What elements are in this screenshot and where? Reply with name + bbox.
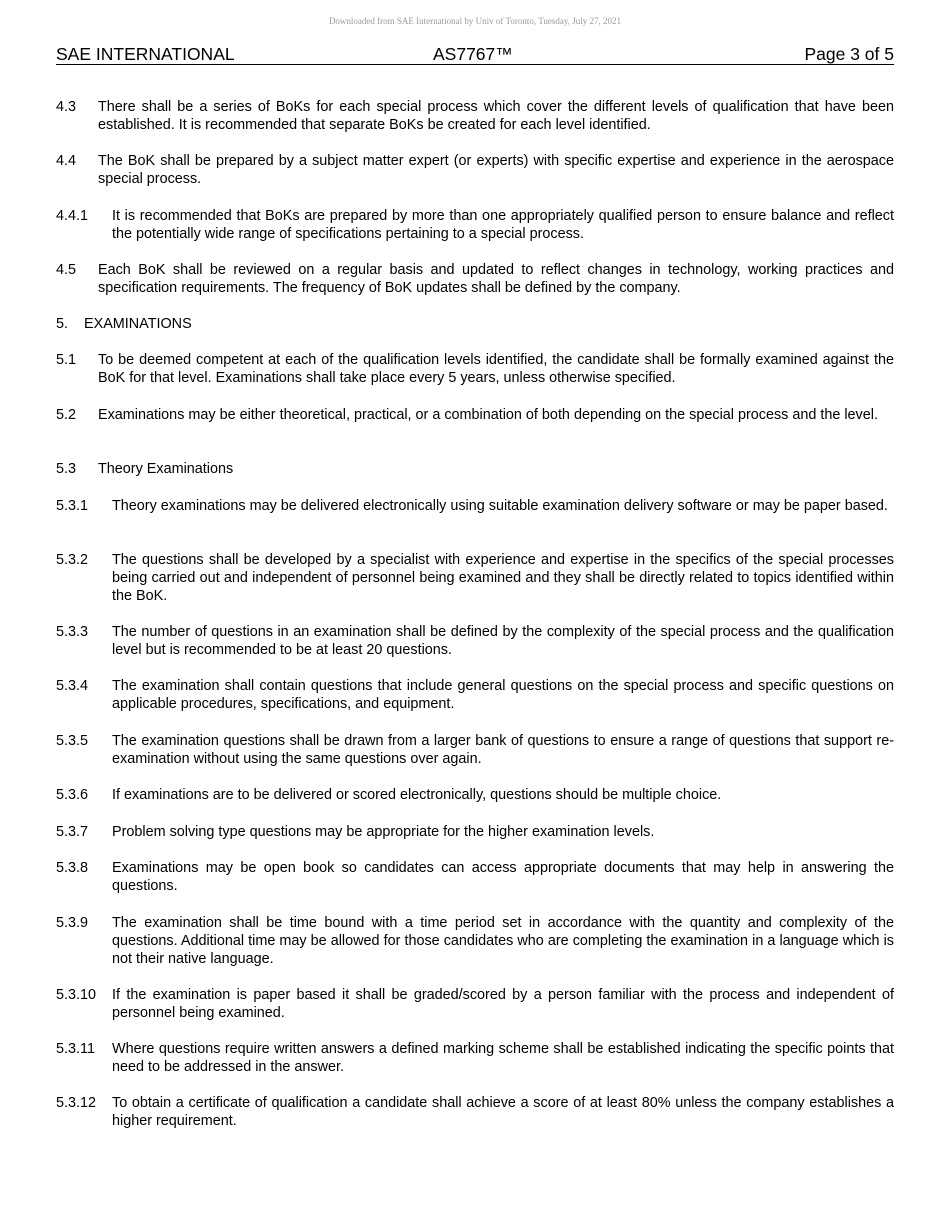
page-header bbox=[56, 44, 894, 65]
paragraph-4-4-1 bbox=[56, 207, 894, 243]
subsection-heading-5-3 bbox=[56, 460, 894, 478]
paragraph-number: 5.3.12 bbox=[56, 1095, 97, 1111]
paragraph-number: 5.3.4 bbox=[56, 678, 89, 694]
section-number: 5. bbox=[56, 316, 69, 332]
paragraph-4-4 bbox=[56, 152, 894, 188]
paragraph-text: If examinations are to be delivered or scored electronically, questions should be multiple choice. bbox=[112, 787, 722, 803]
paragraph-text: The number of questions in an examination shall be defined by the complexity of the special process and the qualification level but is recommended to be at least 20 questions. bbox=[112, 624, 894, 658]
paragraph-5-3-3 bbox=[56, 623, 894, 659]
paragraph-number: 5.3.11 bbox=[56, 1041, 95, 1057]
paragraph-number: 5.1 bbox=[56, 352, 77, 368]
paragraph-text: It is recommended that BoKs are prepared by more than one appropriately qualified person to ensure balance and reflect the potentially wide range of specifications pertaining to a special process. bbox=[112, 208, 894, 242]
paragraph-number: 4.3 bbox=[56, 99, 77, 115]
paragraph-5-1 bbox=[56, 351, 894, 387]
paragraph-5-3-5 bbox=[56, 732, 894, 768]
paragraph-text: There shall be a series of BoKs for each special process which cover the different levels of qualification that have been established. It is recommended that separate BoKs be created for each level identified. bbox=[98, 99, 894, 133]
paragraph-number: 4.5 bbox=[56, 262, 77, 278]
paragraph-number: 4.4 bbox=[56, 153, 77, 169]
paragraph-5-3-10 bbox=[56, 986, 894, 1022]
paragraph-5-3-7 bbox=[56, 823, 894, 841]
paragraph-text: The examination shall contain questions that include general questions on the special process and specific questions on applicable procedures, specifications, and equipment. bbox=[112, 678, 894, 712]
paragraph-5-2 bbox=[56, 406, 894, 424]
paragraph-5-3-9 bbox=[56, 914, 894, 968]
paragraph-number: 5.3.3 bbox=[56, 624, 89, 640]
paragraph-number: 5.3 bbox=[56, 461, 77, 477]
paragraph-number: 4.4.1 bbox=[56, 208, 89, 224]
paragraph-number: 5.3.2 bbox=[56, 552, 89, 568]
paragraph-text: Each BoK shall be reviewed on a regular basis and updated to reflect changes in technology, working practices and specification requirements. The frequency of BoK updates shall be defined by the company. bbox=[98, 262, 894, 296]
header-page-number: Page 3 of 5 bbox=[804, 44, 894, 64]
paragraph-5-3-6 bbox=[56, 786, 894, 804]
paragraph-text: To be deemed competent at each of the qualification levels identified, the candidate shall be formally examined against the BoK for that level. Examinations shall take place every 5 years, unless otherwise specified. bbox=[98, 352, 894, 386]
paragraph-text: Theory examinations may be delivered electronically using suitable examination delivery software or may be paper based. bbox=[112, 498, 888, 514]
paragraph-number: 5.3.7 bbox=[56, 824, 89, 840]
paragraph-4-3 bbox=[56, 98, 894, 134]
paragraph-text: The examination questions shall be drawn from a larger bank of questions to ensure a range of questions that support re-examination without using the same questions over again. bbox=[112, 733, 894, 767]
download-notice: Downloaded from SAE International by Univ of Toronto, Tuesday, July 27, 2021 bbox=[328, 16, 622, 26]
paragraph-number: 5.3.9 bbox=[56, 915, 89, 931]
section-title: EXAMINATIONS bbox=[84, 316, 192, 332]
paragraph-5-3-2 bbox=[56, 551, 894, 605]
paragraph-number: 5.3.5 bbox=[56, 733, 89, 749]
paragraph-5-3-8 bbox=[56, 859, 894, 895]
paragraph-number: 5.3.8 bbox=[56, 860, 89, 876]
paragraph-5-3-11 bbox=[56, 1040, 894, 1076]
paragraph-text: Problem solving type questions may be appropriate for the higher examination levels. bbox=[112, 824, 655, 840]
paragraph-number: 5.3.1 bbox=[56, 498, 89, 514]
paragraph-5-3-12 bbox=[56, 1094, 894, 1130]
paragraph-text: To obtain a certificate of qualification a candidate shall achieve a score of at least 80% unless the company establishes a higher requirement. bbox=[112, 1095, 894, 1129]
paragraph-5-3-4 bbox=[56, 677, 894, 713]
paragraph-4-5 bbox=[56, 261, 894, 297]
subsection-title: Theory Examinations bbox=[98, 461, 234, 477]
paragraph-text: The examination shall be time bound with a time period set in accordance with the quantity and complexity of the questions. Additional time may be allowed for those candidates who are completing the examination in a language which is not their native language. bbox=[112, 915, 894, 967]
header-organization: SAE INTERNATIONAL bbox=[56, 44, 235, 64]
paragraph-number: 5.3.6 bbox=[56, 787, 89, 803]
paragraph-number: 5.2 bbox=[56, 407, 77, 423]
paragraph-text: Where questions require written answers a defined marking scheme shall be established indicating the specific points that need to be addressed in the answer. bbox=[112, 1041, 894, 1075]
paragraph-number: 5.3.10 bbox=[56, 987, 97, 1003]
paragraph-5-3-1 bbox=[56, 497, 894, 515]
paragraph-text: If the examination is paper based it shall be graded/scored by a person familiar with the process and independent of personnel being examined. bbox=[112, 987, 894, 1021]
paragraph-text: Examinations may be open book so candidates can access appropriate documents that may help in answering the questions. bbox=[112, 860, 894, 894]
paragraph-text: Examinations may be either theoretical, practical, or a combination of both depending on the special process and the level. bbox=[98, 407, 878, 423]
section-heading-examinations bbox=[56, 315, 894, 333]
header-document-id: AS7767™ bbox=[433, 44, 513, 64]
paragraph-text: The BoK shall be prepared by a subject matter expert (or experts) with specific expertise and experience in the aerospace special process. bbox=[98, 153, 894, 187]
paragraph-text: The questions shall be developed by a specialist with experience and expertise in the specifics of the special processes being carried out and independent of personnel being examined and they shall be directly related to topics identified within the BoK. bbox=[112, 552, 894, 604]
